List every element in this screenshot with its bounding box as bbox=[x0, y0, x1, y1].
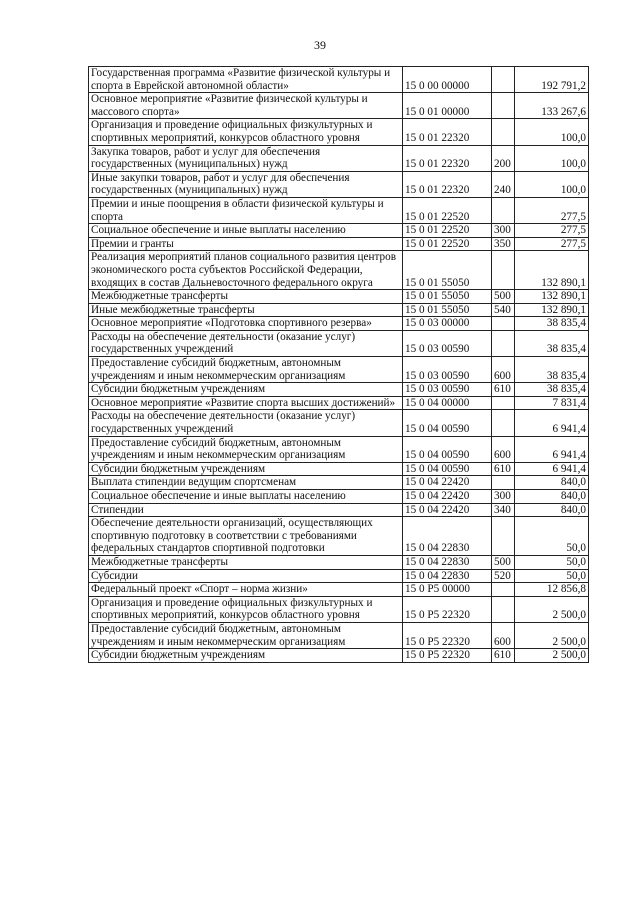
row-amount-cell: 840,0 bbox=[515, 476, 589, 490]
row-name-cell: Премии и иные поощрения в области физической культуры и спорта bbox=[89, 197, 403, 223]
row-code-cell: 15 0 03 00000 bbox=[403, 317, 492, 331]
row-expense-type-cell: 200 bbox=[492, 145, 515, 171]
table-row bbox=[89, 517, 589, 556]
row-code-cell: 15 0 04 22830 bbox=[403, 555, 492, 569]
row-expense-type-cell bbox=[492, 410, 515, 436]
table-row bbox=[89, 237, 589, 251]
row-amount-cell: 7 831,4 bbox=[515, 396, 589, 410]
row-name-cell: Организация и проведение официальных физкультурных и спортивных мероприятий, конкурсов областного уровня bbox=[89, 596, 403, 622]
row-amount-cell: 100,0 bbox=[515, 119, 589, 145]
row-code-cell: 15 0 04 00000 bbox=[403, 396, 492, 410]
table-row bbox=[89, 503, 589, 517]
row-amount-cell: 100,0 bbox=[515, 171, 589, 197]
row-name-cell: Закупка товаров, работ и услуг для обеспечения государственных (муниципальных) нужд bbox=[89, 145, 403, 171]
table-row bbox=[89, 396, 589, 410]
row-amount-cell: 100,0 bbox=[515, 145, 589, 171]
row-amount-cell: 133 267,6 bbox=[515, 93, 589, 119]
table-row bbox=[89, 583, 589, 597]
row-amount-cell: 277,5 bbox=[515, 237, 589, 251]
row-name-cell: Выплата стипендии ведущим спортсменам bbox=[89, 476, 403, 490]
table-row bbox=[89, 490, 589, 504]
row-code-cell: 15 0 01 22520 bbox=[403, 224, 492, 238]
row-name-cell: Стипендии bbox=[89, 503, 403, 517]
row-name-cell: Межбюджетные трансферты bbox=[89, 290, 403, 304]
row-expense-type-cell bbox=[492, 197, 515, 223]
row-name-cell: Субсидии бюджетным учреждениям bbox=[89, 649, 403, 663]
row-amount-cell: 2 500,0 bbox=[515, 596, 589, 622]
row-expense-type-cell bbox=[492, 396, 515, 410]
table-row bbox=[89, 596, 589, 622]
row-code-cell: 15 0 P5 22320 bbox=[403, 596, 492, 622]
row-amount-cell: 277,5 bbox=[515, 197, 589, 223]
row-amount-cell: 6 941,4 bbox=[515, 410, 589, 436]
table-row bbox=[89, 357, 589, 383]
row-expense-type-cell: 240 bbox=[492, 171, 515, 197]
row-expense-type-cell: 600 bbox=[492, 622, 515, 648]
row-code-cell: 15 0 03 00590 bbox=[403, 357, 492, 383]
row-expense-type-cell bbox=[492, 517, 515, 556]
table-row bbox=[89, 145, 589, 171]
row-expense-type-cell bbox=[492, 330, 515, 356]
row-code-cell: 15 0 04 22420 bbox=[403, 476, 492, 490]
row-code-cell: 15 0 01 55050 bbox=[403, 290, 492, 304]
row-name-cell: Основное мероприятие «Подготовка спортивного резерва» bbox=[89, 317, 403, 331]
row-expense-type-cell: 610 bbox=[492, 649, 515, 663]
budget-table-body bbox=[89, 67, 589, 663]
row-code-cell: 15 0 P5 22320 bbox=[403, 649, 492, 663]
row-expense-type-cell bbox=[492, 583, 515, 597]
page-number: 39 bbox=[314, 38, 326, 52]
row-name-cell: Расходы на обеспечение деятельности (оказание услуг) государственных учреждений bbox=[89, 330, 403, 356]
row-amount-cell: 132 890,1 bbox=[515, 290, 589, 304]
row-amount-cell: 50,0 bbox=[515, 569, 589, 583]
row-code-cell: 15 0 04 00590 bbox=[403, 462, 492, 476]
row-expense-type-cell: 300 bbox=[492, 224, 515, 238]
row-amount-cell: 277,5 bbox=[515, 224, 589, 238]
table-row bbox=[89, 119, 589, 145]
row-code-cell: 15 0 04 22830 bbox=[403, 517, 492, 556]
row-expense-type-cell: 540 bbox=[492, 303, 515, 317]
row-name-cell: Субсидии bbox=[89, 569, 403, 583]
row-amount-cell: 6 941,4 bbox=[515, 462, 589, 476]
row-name-cell: Расходы на обеспечение деятельности (оказание услуг) государственных учреждений bbox=[89, 410, 403, 436]
row-name-cell: Иные межбюджетные трансферты bbox=[89, 303, 403, 317]
row-expense-type-cell bbox=[492, 251, 515, 290]
row-name-cell: Субсидии бюджетным учреждениям bbox=[89, 462, 403, 476]
row-code-cell: 15 0 P5 22320 bbox=[403, 622, 492, 648]
row-name-cell: Предоставление субсидий бюджетным, автономным учреждениям и иным некоммерческим организациям bbox=[89, 436, 403, 462]
table-row bbox=[89, 197, 589, 223]
table-row bbox=[89, 555, 589, 569]
row-name-cell: Организация и проведение официальных физкультурных и спортивных мероприятий, конкурсов областного уровня bbox=[89, 119, 403, 145]
table-row bbox=[89, 224, 589, 238]
row-expense-type-cell: 600 bbox=[492, 436, 515, 462]
row-amount-cell: 6 941,4 bbox=[515, 436, 589, 462]
table-row bbox=[89, 171, 589, 197]
row-name-cell: Основное мероприятие «Развитие спорта высших достижений» bbox=[89, 396, 403, 410]
row-code-cell: 15 0 04 00590 bbox=[403, 436, 492, 462]
table-row bbox=[89, 330, 589, 356]
row-expense-type-cell bbox=[492, 119, 515, 145]
row-name-cell: Предоставление субсидий бюджетным, автономным учреждениям и иным некоммерческим организациям bbox=[89, 622, 403, 648]
table-row bbox=[89, 462, 589, 476]
row-name-cell: Премии и гранты bbox=[89, 237, 403, 251]
table-row bbox=[89, 410, 589, 436]
row-expense-type-cell bbox=[492, 476, 515, 490]
row-name-cell: Федеральный проект «Спорт – норма жизни» bbox=[89, 583, 403, 597]
row-name-cell: Социальное обеспечение и иные выплаты населению bbox=[89, 490, 403, 504]
row-expense-type-cell: 300 bbox=[492, 490, 515, 504]
row-code-cell: 15 0 01 22520 bbox=[403, 237, 492, 251]
table-row bbox=[89, 303, 589, 317]
row-expense-type-cell bbox=[492, 67, 515, 93]
row-expense-type-cell: 350 bbox=[492, 237, 515, 251]
row-amount-cell: 192 791,2 bbox=[515, 67, 589, 93]
row-name-cell: Реализация мероприятий планов социального развития центров экономического роста субъектов Российской Федерации, входящих в состав Дальневосточного федерального округа bbox=[89, 251, 403, 290]
row-amount-cell: 38 835,4 bbox=[515, 330, 589, 356]
row-expense-type-cell bbox=[492, 317, 515, 331]
row-name-cell: Межбюджетные трансферты bbox=[89, 555, 403, 569]
row-amount-cell: 132 890,1 bbox=[515, 303, 589, 317]
row-code-cell: 15 0 P5 00000 bbox=[403, 583, 492, 597]
table-row bbox=[89, 476, 589, 490]
row-code-cell: 15 0 04 22420 bbox=[403, 503, 492, 517]
row-code-cell: 15 0 04 22830 bbox=[403, 569, 492, 583]
row-code-cell: 15 0 03 00590 bbox=[403, 330, 492, 356]
row-amount-cell: 38 835,4 bbox=[515, 317, 589, 331]
table-row bbox=[89, 93, 589, 119]
row-name-cell: Государственная программа «Развитие физической культуры и спорта в Еврейской автономной области» bbox=[89, 67, 403, 93]
row-amount-cell: 2 500,0 bbox=[515, 622, 589, 648]
row-amount-cell: 50,0 bbox=[515, 517, 589, 556]
row-code-cell: 15 0 01 22320 bbox=[403, 171, 492, 197]
budget-table bbox=[88, 66, 589, 663]
row-name-cell: Предоставление субсидий бюджетным, автономным учреждениям и иным некоммерческим организациям bbox=[89, 357, 403, 383]
row-amount-cell: 2 500,0 bbox=[515, 649, 589, 663]
table-row bbox=[89, 67, 589, 93]
row-code-cell: 15 0 01 22320 bbox=[403, 145, 492, 171]
row-name-cell: Иные закупки товаров, работ и услуг для обеспечения государственных (муниципальных) нужд bbox=[89, 171, 403, 197]
row-expense-type-cell: 610 bbox=[492, 383, 515, 397]
row-amount-cell: 38 835,4 bbox=[515, 357, 589, 383]
row-code-cell: 15 0 01 22520 bbox=[403, 197, 492, 223]
row-amount-cell: 38 835,4 bbox=[515, 383, 589, 397]
row-amount-cell: 12 856,8 bbox=[515, 583, 589, 597]
row-expense-type-cell bbox=[492, 596, 515, 622]
row-expense-type-cell: 520 bbox=[492, 569, 515, 583]
row-amount-cell: 840,0 bbox=[515, 490, 589, 504]
table-row bbox=[89, 649, 589, 663]
row-code-cell: 15 0 03 00590 bbox=[403, 383, 492, 397]
row-expense-type-cell: 340 bbox=[492, 503, 515, 517]
table-row bbox=[89, 290, 589, 304]
row-name-cell: Обеспечение деятельности организаций, осуществляющих спортивную подготовку в соответствии с требованиями федеральных стандартов спортивной подготовки bbox=[89, 517, 403, 556]
row-name-cell: Основное мероприятие «Развитие физической культуры и массового спорта» bbox=[89, 93, 403, 119]
table-row bbox=[89, 569, 589, 583]
row-name-cell: Субсидии бюджетным учреждениям bbox=[89, 383, 403, 397]
row-expense-type-cell: 600 bbox=[492, 357, 515, 383]
row-expense-type-cell: 610 bbox=[492, 462, 515, 476]
row-expense-type-cell bbox=[492, 93, 515, 119]
table-row bbox=[89, 383, 589, 397]
row-amount-cell: 132 890,1 bbox=[515, 251, 589, 290]
row-code-cell: 15 0 01 22320 bbox=[403, 119, 492, 145]
table-row bbox=[89, 622, 589, 648]
row-code-cell: 15 0 04 00590 bbox=[403, 410, 492, 436]
row-expense-type-cell: 500 bbox=[492, 555, 515, 569]
row-amount-cell: 50,0 bbox=[515, 555, 589, 569]
table-row bbox=[89, 251, 589, 290]
row-amount-cell: 840,0 bbox=[515, 503, 589, 517]
row-code-cell: 15 0 00 00000 bbox=[403, 67, 492, 93]
row-code-cell: 15 0 01 55050 bbox=[403, 251, 492, 290]
row-code-cell: 15 0 01 55050 bbox=[403, 303, 492, 317]
table-row bbox=[89, 317, 589, 331]
row-name-cell: Социальное обеспечение и иные выплаты населению bbox=[89, 224, 403, 238]
table-row bbox=[89, 436, 589, 462]
row-expense-type-cell: 500 bbox=[492, 290, 515, 304]
row-code-cell: 15 0 01 00000 bbox=[403, 93, 492, 119]
row-code-cell: 15 0 04 22420 bbox=[403, 490, 492, 504]
